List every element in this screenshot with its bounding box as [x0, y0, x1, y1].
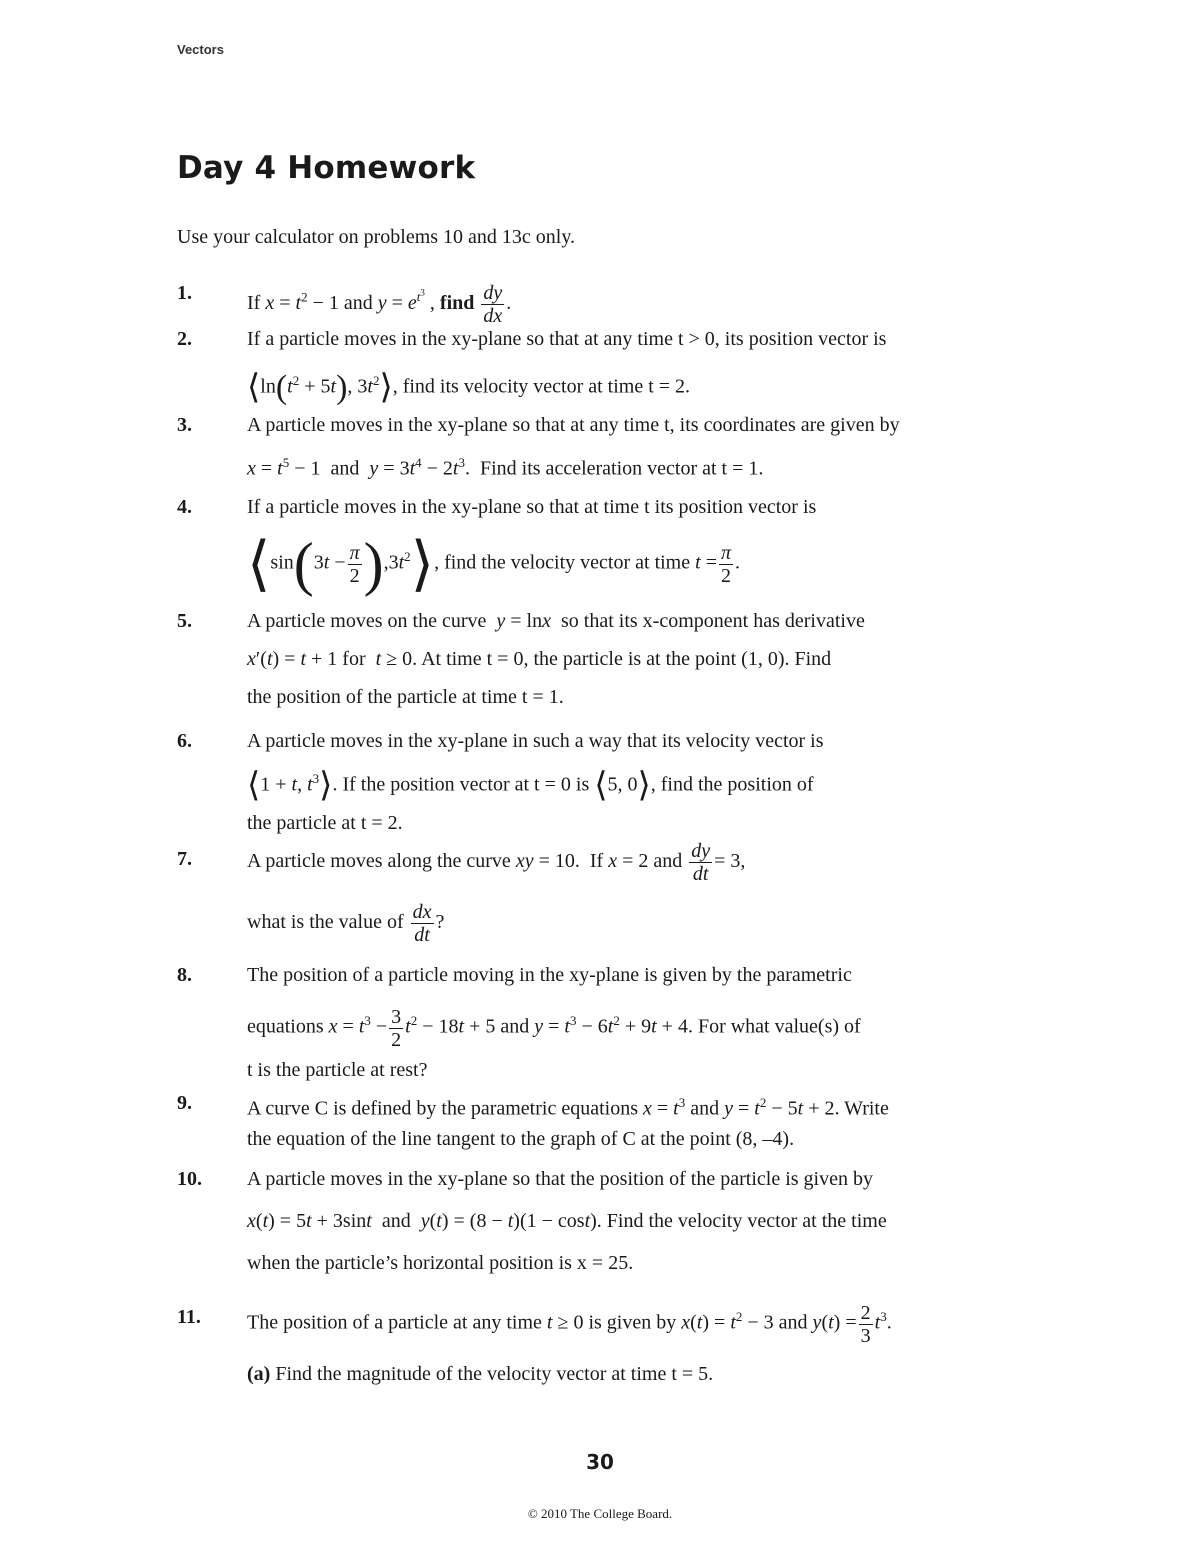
running-header: Vectors	[177, 42, 224, 57]
page-number: 30	[586, 1450, 614, 1474]
page-title: Day 4 Homework	[177, 150, 476, 186]
problem-number: 1.	[177, 282, 192, 304]
sub-part-label: (a)	[247, 1362, 271, 1385]
copyright: © 2010 The College Board.	[527, 1506, 673, 1521]
instructions: Use your calculator on problems 10 and 13c only.	[177, 226, 576, 248]
fraction-dy-dx: $\frac{dy}{dx}$	[483, 281, 503, 327]
problem-text: If $x = t^2 - 1$ and $y = e^{t^3}$ , find $\frac{dy}{dx}$ .	[247, 281, 512, 327]
